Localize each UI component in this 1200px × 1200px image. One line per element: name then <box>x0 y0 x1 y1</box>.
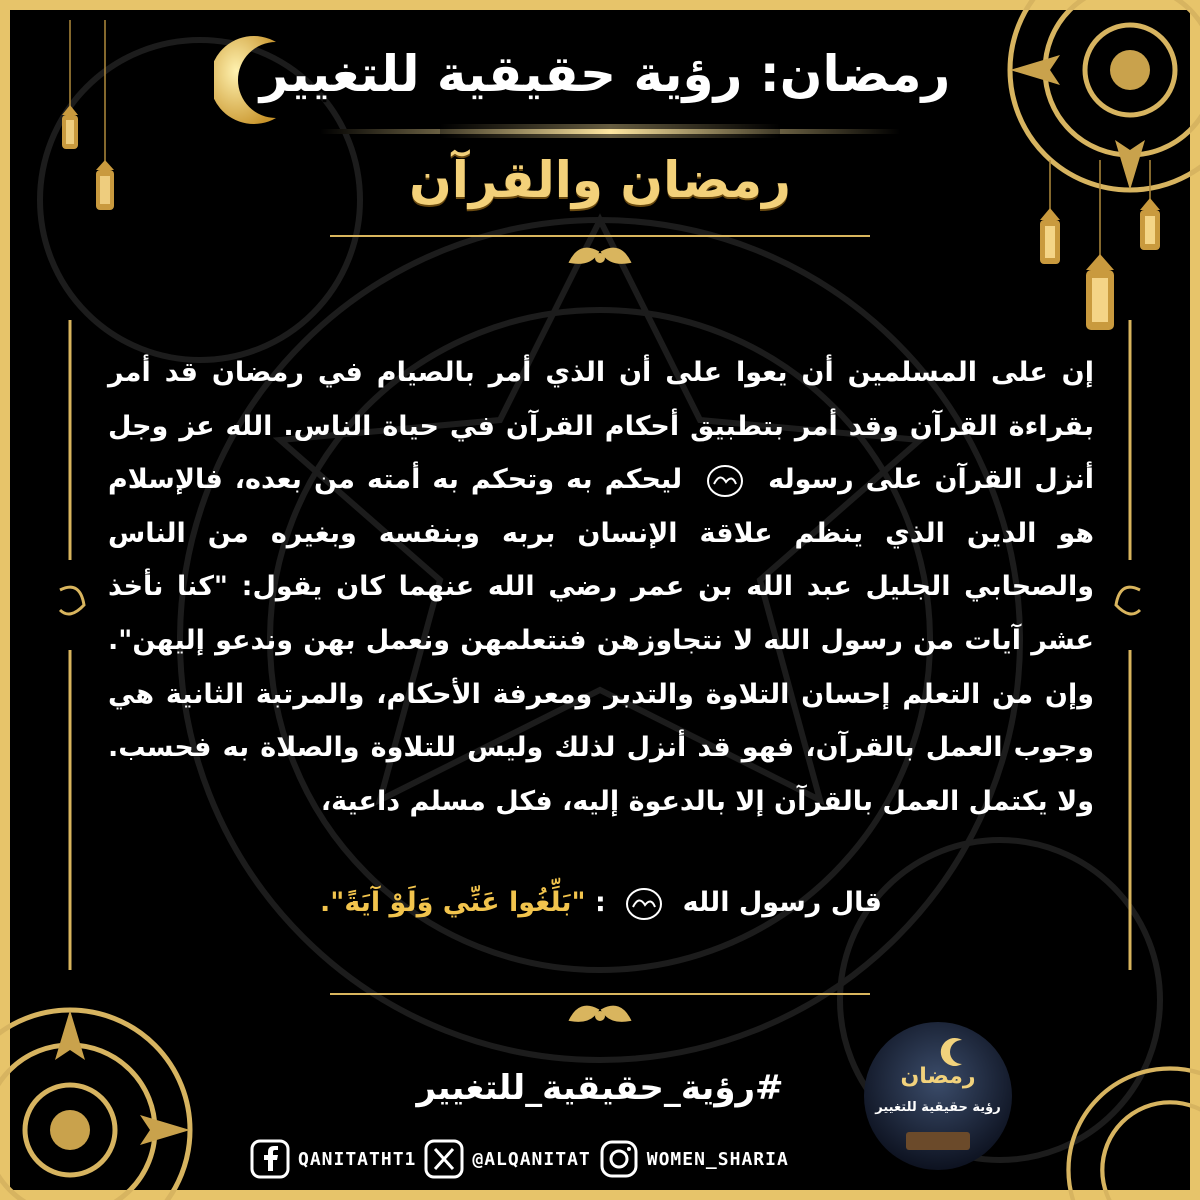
sallallahu-alayhi-wasallam-icon <box>625 887 663 921</box>
hadith-quote: "بَلِّغُوا عَنِّي وَلَوْ آيَةً". <box>320 887 586 918</box>
sallallahu-alayhi-wasallam-icon <box>706 464 744 498</box>
subtitle: رمضان والقرآن <box>409 151 791 209</box>
body-part-2: ليحكم به وتحكم به أمته من بعده، فالإسلام هو الدين الذي ينظم علاقة الإنسان بربه وبنفسه وبغيره من الناس والصحابي الجليل عبد الله بن عمر رضي الله عنهما كان يقول: "كنا نأخذ عشر آيات من رسول الله لا نتجاوزهن فنتعلمهن ونعمل بهن وندعو إليهن". وإن من التعلم إحسان التلاوة والتدبر ومعرفة الأحكام، والمرتبة الثانية هي وجوب العمل بالقرآن، فهو قد أنزل لذلك وليس للتلاوة والصلاة به فحسب. ولا يكتمل العمل بالقرآن إلا بالدعوة إليه، فكل مسلم داعية، <box>108 464 1094 817</box>
facebook-link[interactable] <box>250 1139 416 1179</box>
instagram-link[interactable] <box>599 1139 789 1179</box>
hadith-line <box>108 878 1094 928</box>
instagram-icon <box>599 1139 639 1179</box>
badge-background <box>862 1020 1014 1172</box>
lantern-icon <box>40 20 140 220</box>
corner-mandala-bottom-right <box>1060 1060 1200 1200</box>
body-part-1: إن على المسلمين أن يعوا على أن الذي أمر بالصيام في رمضان قد أمر بقراءة القرآن وقد أمر بتطبيق أحكام القرآن في حياة الناس. الله عز وجل أنزل القرآن على رسوله <box>108 357 1095 496</box>
hadith-colon: : <box>595 887 606 918</box>
social-links <box>250 1134 890 1184</box>
hadith-prefix: قال رسول الله <box>682 887 882 918</box>
ornament-divider <box>330 222 870 272</box>
facebook-handle: QANITATHT1 <box>298 1148 417 1170</box>
body-paragraph <box>108 346 1094 936</box>
badge-title: رمضان <box>900 1064 976 1089</box>
x-icon <box>424 1139 464 1179</box>
side-ornament-right <box>1110 320 1150 970</box>
corner-mandala-bottom-left <box>0 1000 200 1200</box>
campaign-badge <box>862 1020 1014 1172</box>
side-ornament-left <box>50 320 90 970</box>
twitter-handle: @ALQANITAT <box>472 1148 591 1170</box>
hashtag[interactable]: #رؤية_حقيقية_للتغيير <box>416 1068 784 1108</box>
ornament-divider <box>330 980 870 1030</box>
lantern-icon <box>1010 160 1190 360</box>
instagram-handle: WOMEN_SHARIA <box>646 1148 789 1170</box>
page-title: رمضان: رؤية حقيقية للتغيير <box>259 45 951 103</box>
twitter-link[interactable] <box>424 1139 590 1179</box>
facebook-icon <box>250 1139 290 1179</box>
badge-subtitle: رؤية حقيقية للتغيير <box>875 1100 1001 1115</box>
